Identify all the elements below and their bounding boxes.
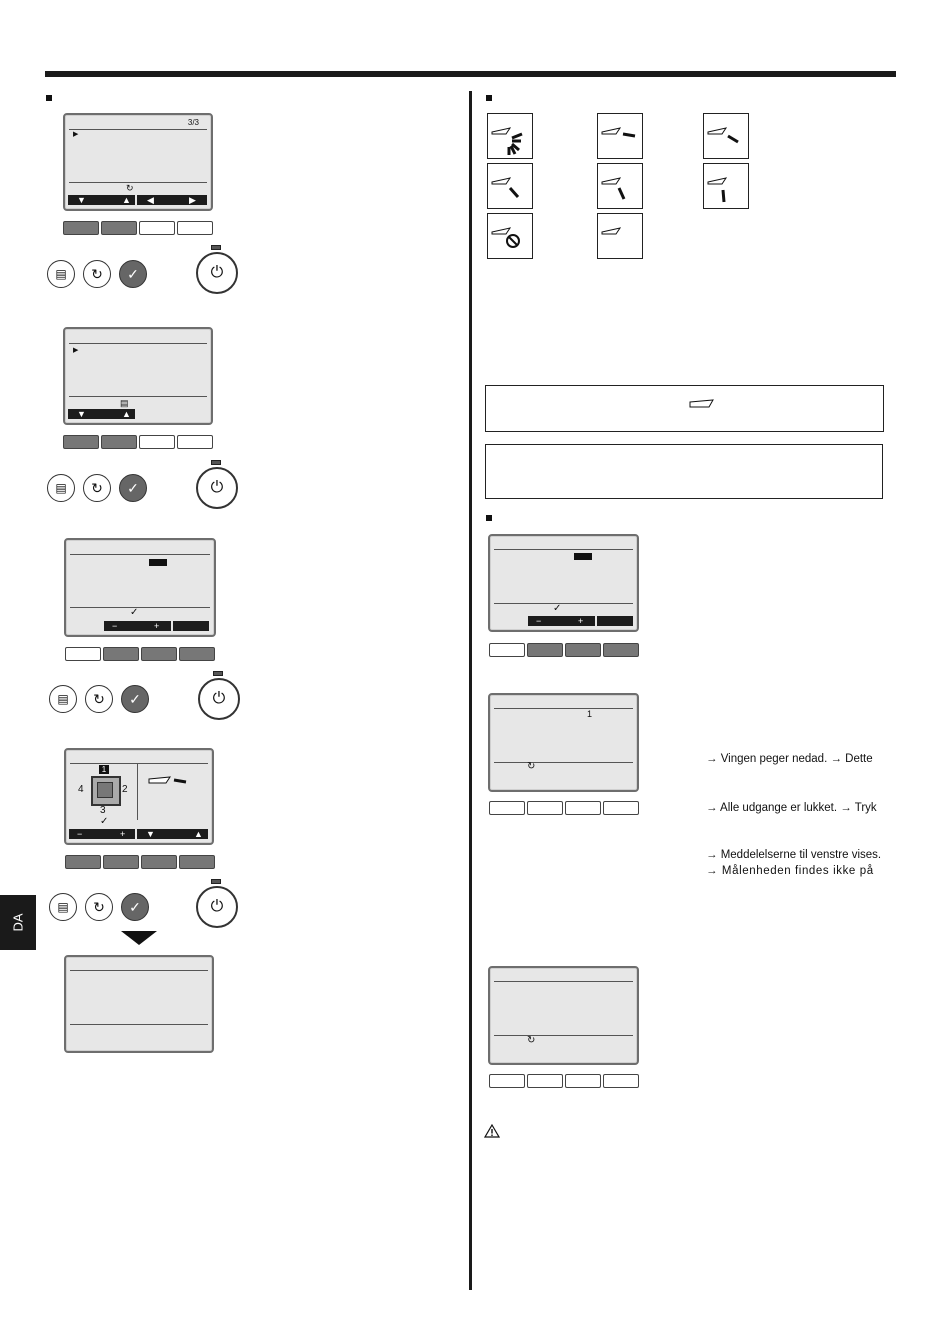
return-icon: ↻ <box>527 761 536 772</box>
f4-button[interactable] <box>603 1074 639 1088</box>
softkey-bar-updown: ▼ ▲ <box>137 829 208 839</box>
softkey-bar-minus-plus: − + <box>528 616 595 626</box>
softkey-bar-minus-plus: − + <box>69 829 135 839</box>
lcd-screen-message <box>488 966 639 1065</box>
power-icon: ⏻ <box>210 479 224 496</box>
vane-horizontal-icon <box>597 113 643 159</box>
vane-step4-icon <box>597 163 643 209</box>
zone-label-1: 1 <box>99 765 109 774</box>
checkmark-icon: ✓ <box>127 265 139 282</box>
f2-button[interactable] <box>103 855 139 869</box>
select-button[interactable] <box>121 893 149 921</box>
section-bullet <box>486 515 492 521</box>
input-cursor <box>574 553 592 560</box>
power-icon: ⏻ <box>210 264 224 281</box>
f3-button[interactable] <box>141 855 177 869</box>
note-box <box>485 385 884 432</box>
explanation-line: → Meddelelserne til venstre vises. <box>706 849 882 861</box>
column-divider <box>469 91 472 1290</box>
return-button[interactable] <box>83 474 111 502</box>
f1-button[interactable] <box>65 855 101 869</box>
f1-button[interactable] <box>489 643 525 657</box>
menu-icon: ▤ <box>55 267 67 281</box>
menu-icon: ▤ <box>57 692 69 706</box>
f2-button[interactable] <box>527 1074 563 1088</box>
softkey-bar-leftright: ◀ ▶ <box>137 195 207 205</box>
return-icon: ↻ <box>93 898 105 915</box>
f1-button[interactable] <box>65 647 101 661</box>
select-button[interactable] <box>119 474 147 502</box>
f1-button[interactable] <box>63 221 99 235</box>
f4-button[interactable] <box>603 643 639 657</box>
section-bullet <box>486 95 492 101</box>
f4-button[interactable] <box>603 801 639 815</box>
f4-button[interactable] <box>179 855 215 869</box>
vane-swing-icon <box>487 113 533 159</box>
page-indicator: 3/3 <box>187 118 199 127</box>
power-led <box>211 460 221 465</box>
f2-button[interactable] <box>101 221 137 235</box>
vane-horizontal-icon <box>148 774 188 792</box>
checkmark-icon: ✓ <box>100 816 109 827</box>
checkmark-icon: ✓ <box>129 690 141 707</box>
f3-button[interactable] <box>139 435 175 449</box>
vane-no-setting-icon <box>597 213 643 259</box>
return-icon: ↻ <box>91 265 103 282</box>
menu-button[interactable] <box>49 685 77 713</box>
section-bullet <box>46 95 52 101</box>
f3-button[interactable] <box>565 643 601 657</box>
outlet-number: 1 <box>587 709 593 719</box>
f3-button[interactable] <box>139 221 175 235</box>
zone-label-3: 3 <box>100 805 106 816</box>
explanation-line: → Målenheden findes ikke på <box>706 865 874 877</box>
f3-button[interactable] <box>565 1074 601 1088</box>
checkmark-icon: ✓ <box>129 898 141 915</box>
cursor-icon: ▶ <box>73 131 79 138</box>
menu-icon: ▤ <box>57 900 69 914</box>
checkmark-icon: ✓ <box>553 603 562 614</box>
explanation-line: → Alle udgange er lukket. → Tryk <box>706 802 877 814</box>
outlet-closed-icon <box>487 213 533 259</box>
note-box <box>485 444 883 499</box>
return-button[interactable] <box>83 260 111 288</box>
vane-step3-icon <box>487 163 533 209</box>
unit-diagram <box>91 776 121 806</box>
menu-button[interactable] <box>47 474 75 502</box>
power-icon: ⏻ <box>210 898 224 915</box>
menu-icon: ▤ <box>55 481 67 495</box>
checkmark-icon: ✓ <box>127 479 139 496</box>
f1-button[interactable] <box>489 1074 525 1088</box>
down-arrow-icon <box>121 931 157 945</box>
softkey-bar-updown: ▼ ▲ <box>68 195 135 205</box>
f2-button[interactable] <box>527 643 563 657</box>
return-button[interactable] <box>85 893 113 921</box>
lcd-screen-outlet-select <box>64 748 214 845</box>
return-icon: ↻ <box>126 183 134 193</box>
power-icon: ⏻ <box>212 690 226 707</box>
f1-button[interactable] <box>489 801 525 815</box>
input-cursor <box>149 559 167 566</box>
power-button[interactable] <box>198 678 240 720</box>
select-button[interactable] <box>121 685 149 713</box>
warning-triangle-icon <box>484 1124 500 1143</box>
return-icon: ↻ <box>527 1035 536 1046</box>
explanation-line: → Vingen peger nedad. → Dette <box>706 753 873 765</box>
cursor-icon: ▶ <box>73 347 79 354</box>
lcd-screen-menu <box>63 327 213 425</box>
f3-button[interactable] <box>141 647 177 661</box>
zone-label-4: 4 <box>78 784 84 795</box>
lcd-screen-password <box>64 538 216 637</box>
lcd-screen-result <box>64 955 214 1053</box>
vane-step2-icon <box>703 113 749 159</box>
lcd-screen-outlet-check <box>488 693 639 792</box>
f4-button[interactable] <box>177 435 213 449</box>
softkey-bar-minus-plus: − + <box>104 621 171 631</box>
lcd-screen-password <box>488 534 639 632</box>
power-led <box>211 879 221 884</box>
top-rule <box>45 71 896 77</box>
checkmark-icon: ✓ <box>130 607 139 618</box>
lcd-screen-outlet-list <box>63 113 213 211</box>
menu-button[interactable] <box>47 260 75 288</box>
f2-button[interactable] <box>103 647 139 661</box>
softkey-bar-updown: ▼ ▲ <box>68 409 135 419</box>
power-led <box>213 671 223 676</box>
return-button[interactable] <box>85 685 113 713</box>
f2-button[interactable] <box>527 801 563 815</box>
power-button[interactable] <box>196 886 238 928</box>
softkey-bar-blank <box>173 621 209 631</box>
menu-icon: ▤ <box>120 398 129 408</box>
softkey-bar-blank <box>597 616 633 626</box>
return-icon: ↻ <box>91 479 103 496</box>
return-icon: ↻ <box>93 690 105 707</box>
f4-button[interactable] <box>179 647 215 661</box>
zone-label-2: 2 <box>122 784 128 795</box>
power-button[interactable] <box>196 467 238 509</box>
vane-step5-icon <box>703 163 749 209</box>
menu-button[interactable] <box>49 893 77 921</box>
f3-button[interactable] <box>565 801 601 815</box>
f2-button[interactable] <box>101 435 137 449</box>
language-tab: DA <box>0 895 36 950</box>
select-button[interactable] <box>119 260 147 288</box>
power-led <box>211 245 221 250</box>
power-button[interactable] <box>196 252 238 294</box>
f1-button[interactable] <box>63 435 99 449</box>
f4-button[interactable] <box>177 221 213 235</box>
vane-outline-icon <box>689 396 715 414</box>
